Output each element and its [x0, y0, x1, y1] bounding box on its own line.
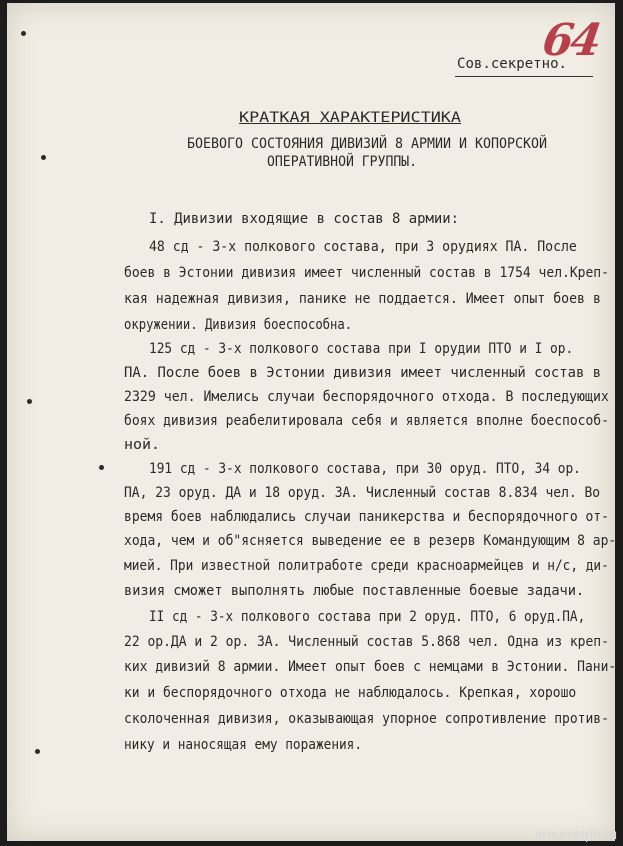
- margin-mark: [41, 155, 46, 160]
- section-heading: I. Дивизии входящие в состав 8 армии:: [149, 211, 460, 227]
- margin-mark: [21, 31, 26, 36]
- margin-mark: [27, 399, 32, 404]
- margin-mark: [99, 465, 104, 470]
- body-line: ПА, 23 оруд. ДА и 18 оруд. ЗА. Численный состав 8.834 чел. Во: [124, 485, 601, 501]
- body-line: окружении. Дивизия боеспособна.: [124, 317, 353, 333]
- classification-underline: [455, 76, 593, 77]
- body-line: 125 сд - 3-х полкового состава при I орудии ПТО и I ор.: [149, 341, 574, 357]
- body-line: II сд - 3-х полкового состава при 2 оруд. ПТО, 6 оруд.ПА,: [149, 609, 586, 625]
- body-line: визия сможет выполнять любые поставленные боевые задачи.: [124, 583, 585, 599]
- body-line: ки и беспорядочного отхода не наблюдалось. Крепкая, хорошо: [124, 685, 577, 701]
- body-line: 2329 чел. Имелись случаи беспорядочного отхода. В последующих: [124, 389, 609, 405]
- body-line: кая надежная дивизия, панике не поддается. Имеет опыт боев в: [124, 291, 601, 307]
- document-page: [7, 3, 615, 841]
- document-subtitle-line-2: ОПЕРАТИВНОЙ ГРУППЫ.: [267, 154, 418, 170]
- body-line: нику и наносящая ему поражения.: [124, 737, 363, 753]
- body-line: 191 сд - 3-х полкового состава, при 30 оруд. ПТО, 34 ор.: [149, 461, 581, 477]
- document-title: КРАТКАЯ ХАРАКТЕРИСТИКА: [239, 110, 461, 126]
- body-line: ПА. После боев в Эстонии дивизия имеет численный состав в: [124, 365, 602, 381]
- body-line: боев в Эстонии дивизия имеет численный состав в 1754 чел.Креп-: [124, 265, 609, 281]
- classification-stamp: Сов.секретно.: [457, 56, 568, 72]
- body-line: сколоченная дивизия, оказывающая упорное сопротивление против-: [124, 711, 609, 727]
- body-line: ких дивизий 8 армии. Имеет опыт боев с немцами в Эстонии. Пани-: [124, 659, 617, 675]
- handwritten-page-number: 64: [539, 15, 602, 66]
- body-line: 48 сд - 3-х полкового состава, при 3 орудиях ПА. После: [149, 239, 577, 255]
- body-line: боях дивизия реабелитировала себя и является вполне боеспособ-: [124, 413, 609, 429]
- body-line: 22 ор.ДА и 2 ор. ЗА. Численный состав 5.868 чел. Одна из креп-: [124, 634, 609, 650]
- document-subtitle-line-1: БОЕВОГО СОСТОЯНИЯ ДИВИЗИЙ 8 АРМИИ И КОПОРСКОЙ: [187, 136, 547, 152]
- margin-mark: [35, 749, 40, 754]
- body-line: время боев наблюдались случаи паникерства и беспорядочного от-: [124, 509, 609, 525]
- body-line: ной.: [124, 437, 161, 453]
- watermark: aroundspb.ru: [534, 826, 617, 842]
- body-line: мией. При известной политработе среди красноармейцев и н/с, ди-: [124, 558, 609, 574]
- body-line: хода, чем и об"ясняется выведение ее в резерв Командующим 8 ар-: [124, 533, 617, 549]
